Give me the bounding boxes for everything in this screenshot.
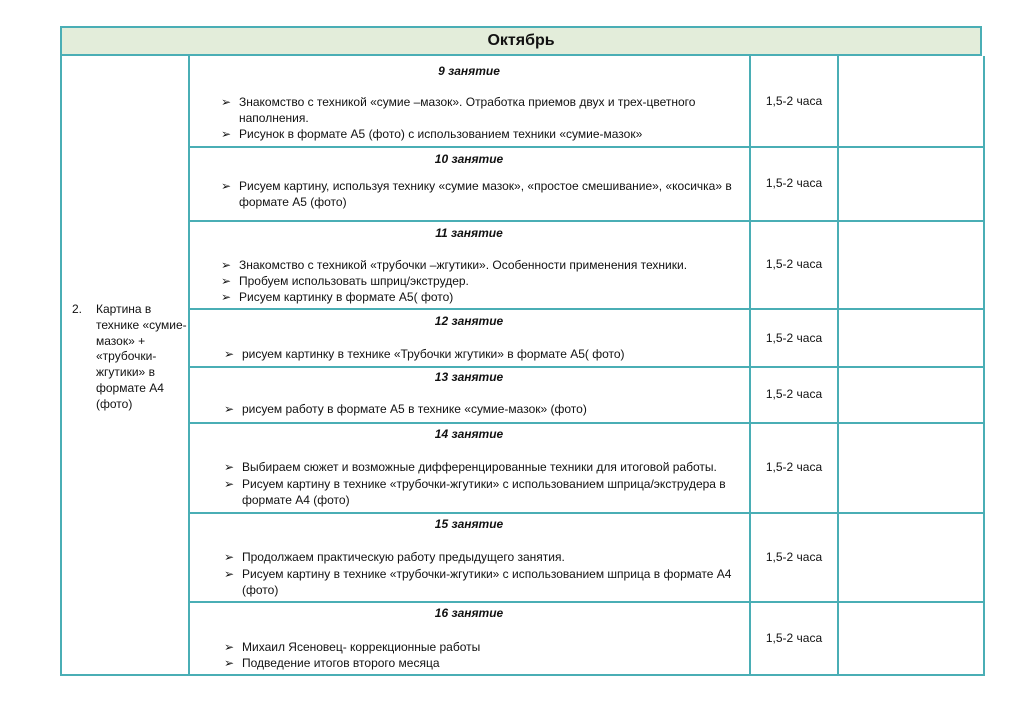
row-divider: [188, 512, 985, 514]
list-item: ➢ Рисуем картинку в формате А5( фото): [221, 290, 454, 304]
list-item: ➢ рисуем работу в формате А5 в технике «сумие-мазок» (фото): [224, 402, 587, 416]
arrow-bullet-icon: ➢: [221, 127, 232, 141]
lesson-title: 10 занятие: [434, 152, 504, 166]
arrow-bullet-icon: ➢: [221, 95, 232, 109]
arrow-bullet-icon: ➢: [221, 274, 232, 288]
list-item: ➢ Рисунок в формате А5 (фото) с использованием техники «сумие-мазок»: [221, 127, 643, 141]
lesson-title: 15 занятие: [434, 517, 504, 531]
list-item: ➢ Выбираем сюжет и возможные дифференцированные техники для итоговой работы.: [224, 460, 717, 474]
arrow-bullet-icon: ➢: [224, 550, 235, 564]
arrow-bullet-icon: ➢: [224, 402, 235, 416]
list-item: ➢ Пробуем использовать шприц/экструдер.: [221, 274, 469, 288]
section-number: 2.: [72, 302, 83, 316]
lesson-title: 14 занятие: [434, 427, 504, 441]
arrow-bullet-icon: ➢: [221, 179, 232, 193]
lesson-hours: 1,5-2 часа: [765, 460, 823, 474]
lesson-title: 16 занятие: [434, 606, 504, 620]
arrow-bullet-icon: ➢: [224, 477, 235, 491]
lesson-hours: 1,5-2 часа: [765, 331, 823, 345]
row-divider: [188, 146, 985, 148]
arrow-bullet-icon: ➢: [224, 567, 235, 581]
list-item: ➢ Рисуем картину в технике «трубочки-жгутики» с использованием шприца/экструдера в формате А4 (фото): [224, 477, 726, 507]
list-item: ➢ Продолжаем практическую работу предыдущего занятия.: [224, 550, 565, 564]
arrow-bullet-icon: ➢: [221, 290, 232, 304]
lesson-hours: 1,5-2 часа: [765, 550, 823, 564]
arrow-bullet-icon: ➢: [221, 258, 232, 272]
list-item: ➢ Рисуем картину, используя технику «сумие мазок», «простое смешивание», «косичка» в формате А5 (фото): [221, 179, 732, 209]
lesson-hours: 1,5-2 часа: [765, 94, 823, 108]
list-item: ➢ рисуем картинку в технике «Трубочки жгутики» в формате А5( фото): [224, 347, 625, 361]
arrow-bullet-icon: ➢: [224, 460, 235, 474]
arrow-bullet-icon: ➢: [224, 656, 235, 670]
list-item: ➢ Подведение итогов второго месяца: [224, 656, 440, 670]
row-divider: [188, 422, 985, 424]
month-header: Октябрь: [60, 26, 982, 56]
arrow-bullet-icon: ➢: [224, 640, 235, 654]
list-item: ➢ Михаил Ясеновец- коррекционные работы: [224, 640, 481, 654]
lesson-title: 13 занятие: [434, 370, 504, 384]
row-divider: [188, 601, 985, 603]
lesson-title: 11 занятие: [435, 226, 503, 240]
list-item: ➢ Знакомство с техникой «сумие –мазок». Отработка приемов двух и трех-цветного наполнения.: [221, 95, 696, 125]
lesson-title: 9 занятие: [438, 64, 500, 78]
lesson-hours: 1,5-2 часа: [765, 387, 823, 401]
table-border-left: [60, 56, 62, 676]
table-border-bottom: [60, 674, 985, 676]
lesson-title: 12 занятие: [434, 314, 504, 328]
lesson-hours: 1,5-2 часа: [765, 176, 823, 190]
row-divider: [188, 366, 985, 368]
section-title: Картина в технике «сумие-мазок» + «трубочки-жгутики» в формате А4 (фото): [96, 302, 187, 411]
lesson-hours: 1,5-2 часа: [765, 631, 823, 645]
row-divider: [188, 220, 985, 222]
schedule-table: [60, 26, 985, 676]
row-divider: [188, 308, 985, 310]
list-item: ➢ Знакомство с техникой «трубочки –жгутики». Особенности применения техники.: [221, 258, 688, 272]
lesson-hours: 1,5-2 часа: [765, 257, 823, 271]
list-item: ➢ Рисуем картину в технике «трубочки-жгутики» с использованием шприца в формате А4 (фото): [224, 567, 732, 597]
arrow-bullet-icon: ➢: [224, 347, 235, 361]
